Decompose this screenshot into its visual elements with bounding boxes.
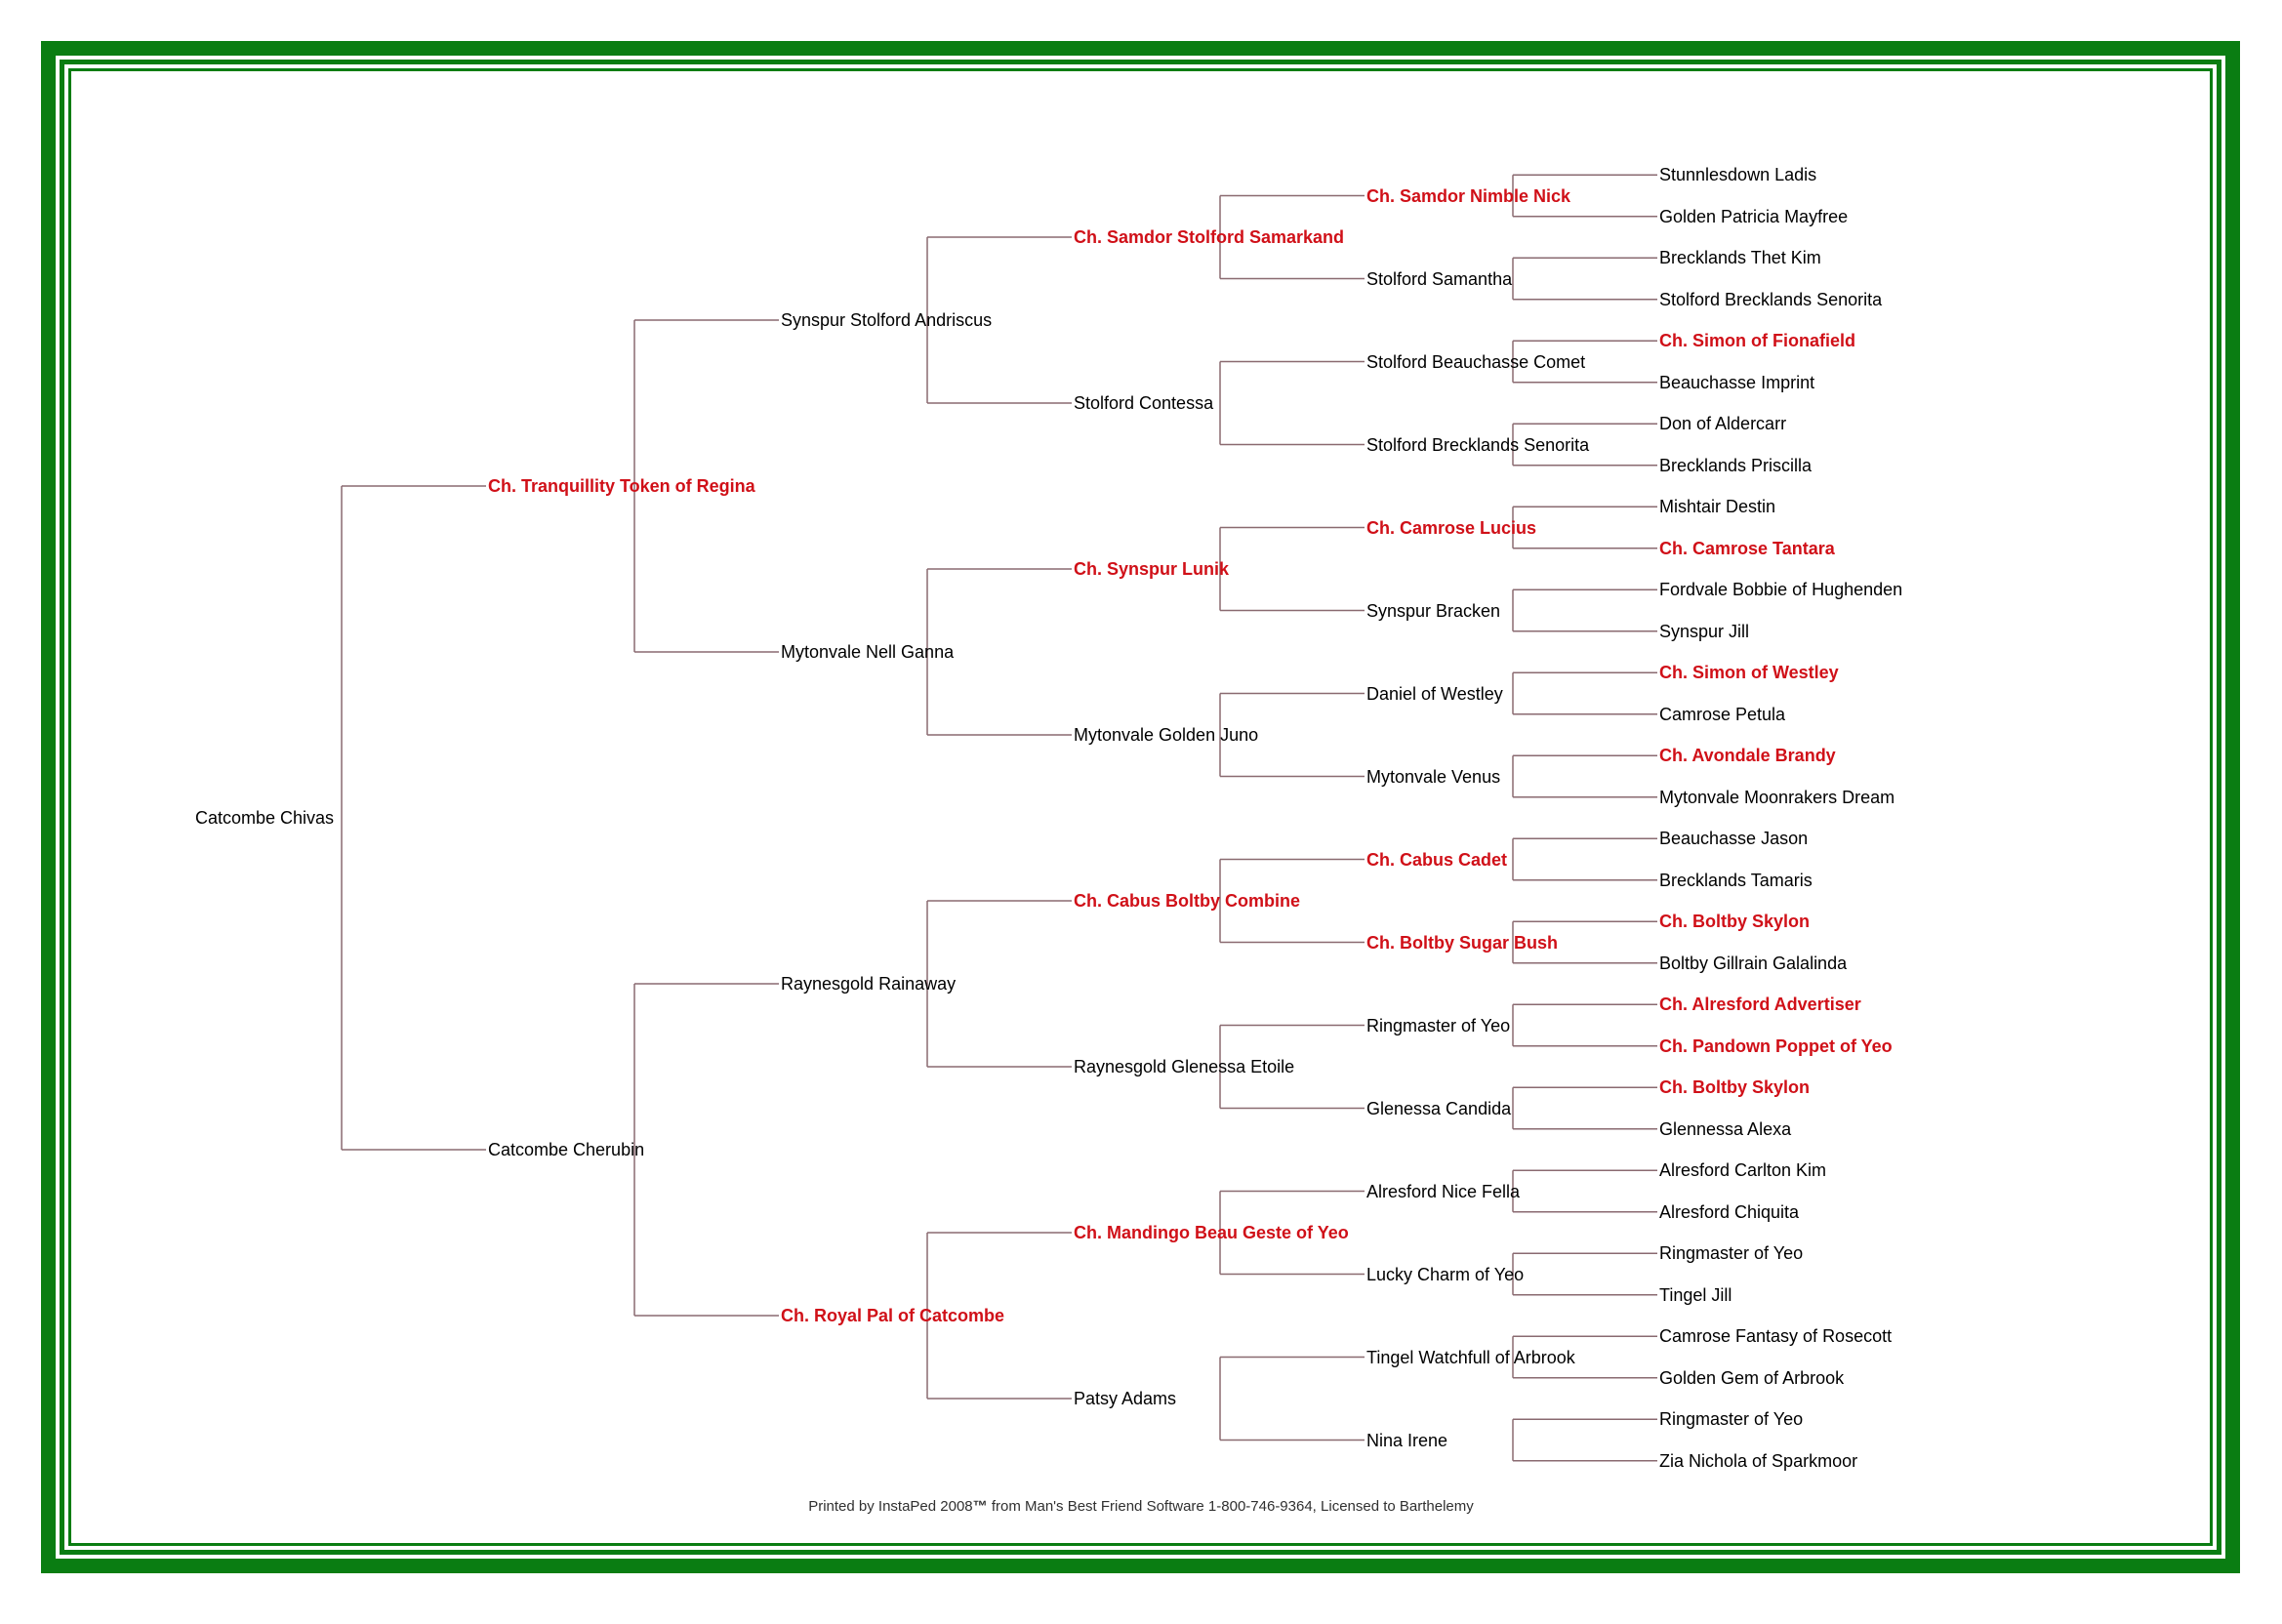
gen4-ancestor: Ch. Samdor Nimble Nick: [1366, 185, 1571, 206]
gen5-ancestor: Stunnlesdown Ladis: [1659, 165, 1817, 185]
gen5-ancestor: Alresford Carlton Kim: [1659, 1160, 1827, 1181]
gen5-ancestor: Brecklands Priscilla: [1659, 455, 1813, 475]
gen3-ancestor: Ch. Mandingo Beau Geste of Yeo: [1074, 1223, 1349, 1242]
gen2-ancestor: Raynesgold Rainaway: [781, 974, 957, 994]
footer-text-after: from Man's Best Friend Software 1-800-746-9364, Licensed to Barthelemy: [987, 1498, 1474, 1515]
gen3-ancestor: Ch. Cabus Boltby Combine: [1074, 891, 1301, 911]
gen5-ancestor: Mytonvale Moonrakers Dream: [1659, 787, 1895, 807]
gen5-ancestor: Ch. Boltby Skylon: [1659, 912, 1811, 932]
gen3-ancestor: Mytonvale Golden Juno: [1074, 725, 1259, 745]
gen5-ancestor: Fordvale Bobbie of Hughenden: [1659, 580, 1903, 600]
gen4-ancestor: Ch. Boltby Sugar Bush: [1366, 932, 1559, 953]
gen3-ancestor: Stolford Contessa: [1074, 393, 1214, 413]
gen3-ancestor: Ch. Synspur Lunik: [1074, 559, 1230, 579]
gen5-ancestor: Brecklands Tamaris: [1659, 870, 1813, 890]
gen4-ancestor: Lucky Charm of Yeo: [1366, 1264, 1525, 1284]
gen3-ancestor: Patsy Adams: [1074, 1389, 1177, 1408]
gen1-ancestor: Catcombe Cherubin: [488, 1140, 645, 1159]
gen4-ancestor: Stolford Beauchasse Comet: [1366, 351, 1586, 372]
gen5-ancestor: Beauchasse Jason: [1659, 829, 1809, 849]
gen5-ancestor: Golden Gem of Arbrook: [1659, 1367, 1845, 1388]
gen5-ancestor: Ch. Pandown Poppet of Yeo: [1659, 1035, 1893, 1056]
gen5-ancestor: Ch. Avondale Brandy: [1659, 746, 1836, 766]
gen3-ancestor: Raynesgold Glenessa Etoile: [1074, 1057, 1295, 1076]
gen5-ancestor: Ch. Simon of Westley: [1659, 663, 1839, 683]
gen1-ancestor: Ch. Tranquillity Token of Regina: [488, 476, 755, 496]
gen2-ancestor: Ch. Royal Pal of Catcombe: [781, 1306, 1005, 1325]
gen5-ancestor: Camrose Fantasy of Rosecott: [1659, 1326, 1893, 1347]
gen5-ancestor: Golden Patricia Mayfree: [1659, 206, 1849, 226]
gen5-ancestor: Beauchasse Imprint: [1659, 372, 1815, 392]
gen5-ancestor: Synspur Jill: [1659, 621, 1750, 641]
gen4-ancestor: Mytonvale Venus: [1366, 766, 1501, 787]
gen5-ancestor: Boltby Gillrain Galalinda: [1659, 953, 1848, 973]
gen5-ancestor: Ringmaster of Yeo: [1659, 1409, 1804, 1430]
gen5-ancestor: Mishtair Destin: [1659, 497, 1776, 517]
footer-note: [0, 1498, 2282, 1515]
gen4-ancestor: Ch. Camrose Lucius: [1366, 517, 1537, 538]
gen5-ancestor: Tingel Jill: [1659, 1284, 1732, 1305]
gen2-ancestor: Mytonvale Nell Ganna: [781, 642, 955, 662]
gen5-ancestor: Zia Nichola of Sparkmoor: [1659, 1450, 1858, 1471]
gen4-ancestor: Stolford Samantha: [1366, 268, 1513, 289]
footer-text-before: Printed by InstaPed 2008: [808, 1498, 973, 1515]
gen5-ancestor: Glennessa Alexa: [1659, 1118, 1792, 1139]
gen5-ancestor: Alresford Chiquita: [1659, 1201, 1800, 1222]
gen4-ancestor: Nina Irene: [1366, 1430, 1448, 1450]
gen5-ancestor: Ch. Simon of Fionafield: [1659, 331, 1855, 351]
gen2-ancestor: Synspur Stolford Andriscus: [781, 310, 993, 330]
gen4-ancestor: Synspur Bracken: [1366, 600, 1501, 621]
gen4-ancestor: Ringmaster of Yeo: [1366, 1015, 1511, 1035]
gen5-ancestor: Don of Aldercarr: [1659, 414, 1787, 434]
gen5-ancestor: Brecklands Thet Kim: [1659, 248, 1821, 268]
gen4-ancestor: Daniel of Westley: [1366, 683, 1503, 704]
gen4-ancestor: Stolford Brecklands Senorita: [1366, 434, 1590, 455]
gen5-ancestor: Ch. Boltby Skylon: [1659, 1077, 1811, 1098]
gen5-ancestor: Stolford Brecklands Senorita: [1659, 289, 1883, 309]
gen4-ancestor: Alresford Nice Fella: [1366, 1181, 1521, 1201]
gen5-ancestor: Ringmaster of Yeo: [1659, 1243, 1804, 1264]
gen5-ancestor: Camrose Petula: [1659, 704, 1786, 724]
subject-name: Catcombe Chivas: [195, 808, 335, 828]
gen5-ancestor: Ch. Camrose Tantara: [1659, 538, 1835, 558]
gen3-ancestor: Ch. Samdor Stolford Samarkand: [1074, 227, 1345, 247]
trademark-symbol: ™: [972, 1498, 988, 1515]
gen5-ancestor: Ch. Alresford Advertiser: [1659, 995, 1861, 1015]
gen4-ancestor: Glenessa Candida: [1366, 1098, 1512, 1118]
gen4-ancestor: Ch. Cabus Cadet: [1366, 849, 1508, 870]
gen4-ancestor: Tingel Watchfull of Arbrook: [1366, 1347, 1575, 1367]
